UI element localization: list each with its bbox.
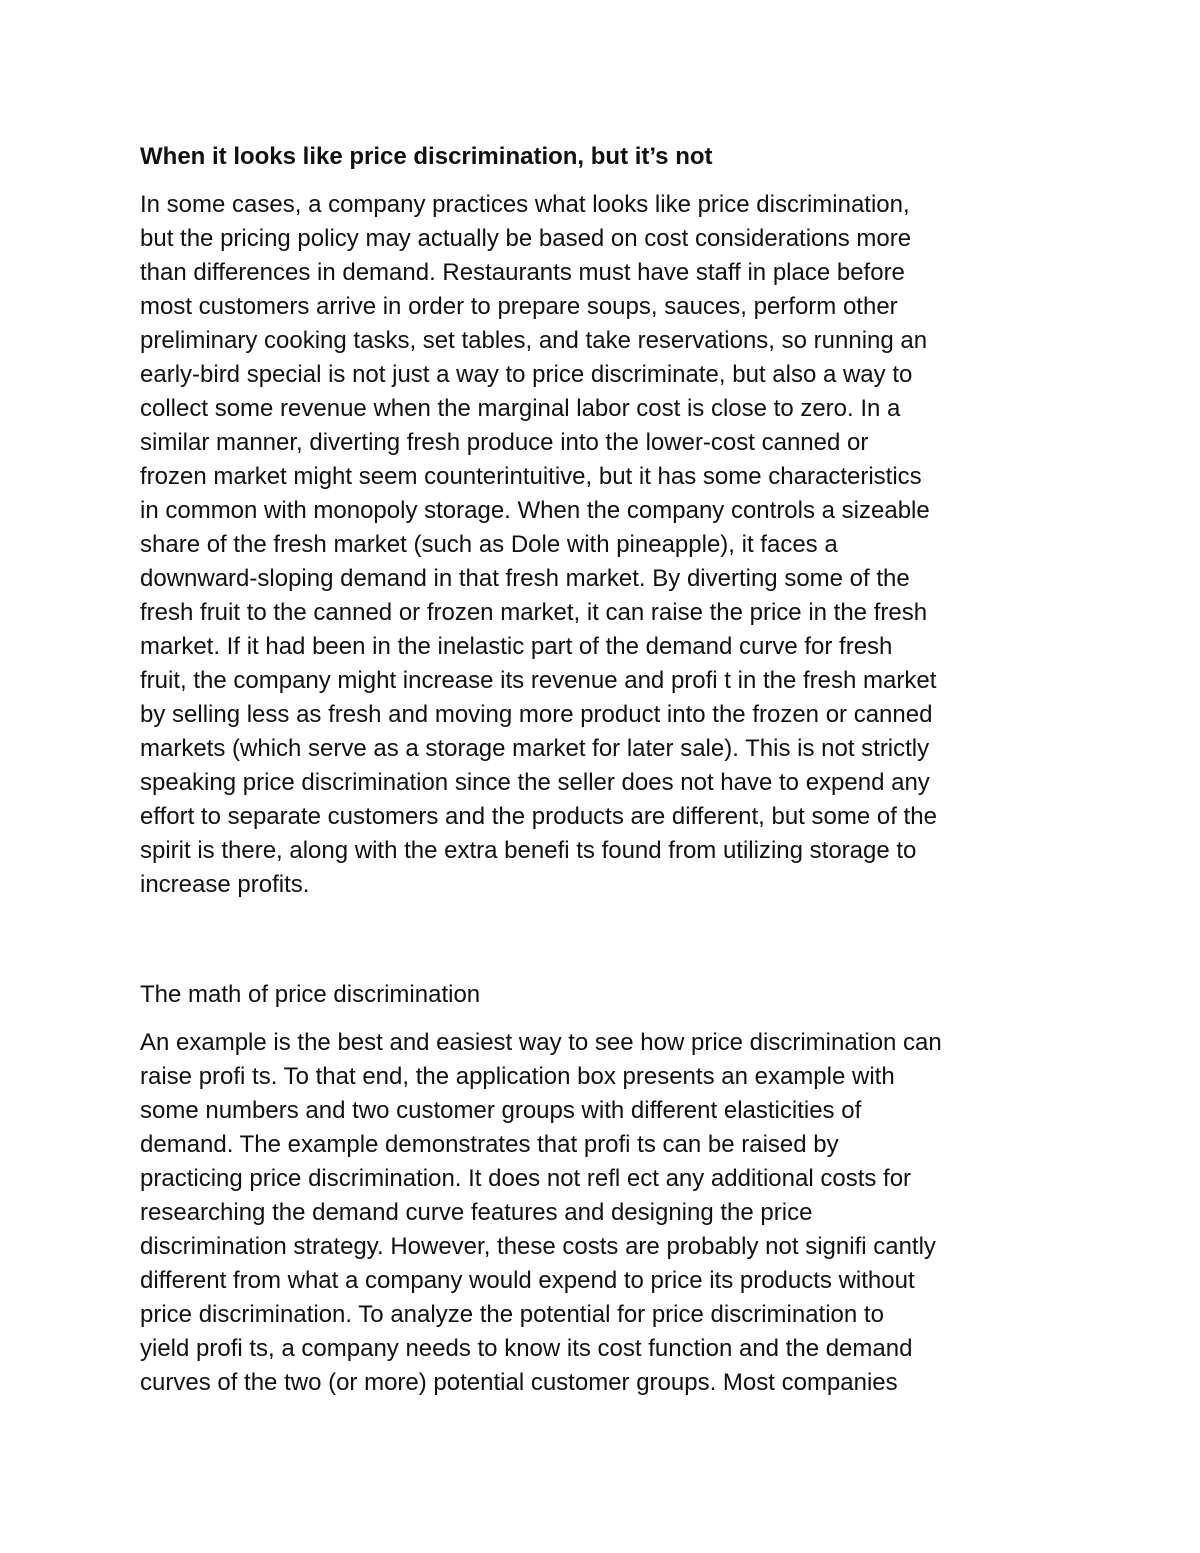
paragraph-line: early-bird special is not just a way to price discriminate, but also a way to (140, 361, 913, 388)
paragraph-line: frozen market might seem counterintuitive, but it has some characteristics (140, 463, 922, 490)
section-math-of-price-discrimination (140, 978, 1070, 1400)
paragraph-line: than differences in demand. Restaurants must have staff in place before (140, 259, 905, 286)
paragraph-line: price discrimination. To analyze the potential for price discrimination to (140, 1301, 884, 1328)
paragraph-line: practicing price discrimination. It does not refl ect any additional costs for (140, 1165, 912, 1192)
section-heading: When it looks like price discrimination, but it’s not (140, 143, 713, 170)
paragraph-line: similar manner, diverting fresh produce into the lower-cost canned or (140, 429, 869, 456)
paragraph-line: preliminary cooking tasks, set tables, and take reservations, so running an (140, 327, 928, 354)
paragraph-line: discrimination strategy. However, these costs are probably not signifi cantly (140, 1233, 936, 1260)
paragraph-line: speaking price discrimination since the seller does not have to expend any (140, 769, 930, 796)
paragraph-line: raise profi ts. To that end, the application box presents an example with (140, 1063, 895, 1090)
paragraph-line: fruit, the company might increase its revenue and profi t in the fresh market (140, 667, 937, 694)
paragraph-line: some numbers and two customer groups with different elasticities of (140, 1097, 862, 1124)
section-heading: The math of price discrimination (140, 981, 481, 1008)
paragraph-line: collect some revenue when the marginal labor cost is close to zero. In a (140, 395, 901, 422)
section-paragraph (140, 188, 1070, 902)
paragraph-line: effort to separate customers and the products are different, but some of the (140, 803, 937, 830)
paragraph-line: in common with monopoly storage. When the company controls a sizeable (140, 497, 930, 524)
paragraph-line: by selling less as fresh and moving more product into the frozen or canned (140, 701, 933, 728)
section-paragraph (140, 1026, 1070, 1400)
document-body (140, 140, 1070, 1400)
paragraph-line: different from what a company would expend to price its products without (140, 1267, 915, 1294)
paragraph-line: curves of the two (or more) potential customer groups. Most companies (140, 1369, 898, 1396)
paragraph-line: but the pricing policy may actually be based on cost considerations more (140, 225, 912, 252)
paragraph-line: downward-sloping demand in that fresh market. By diverting some of the (140, 565, 910, 592)
section-price-discrimination-lookalike (140, 140, 1070, 902)
paragraph-line: fresh fruit to the canned or frozen market, it can raise the price in the fresh (140, 599, 928, 626)
paragraph-line: demand. The example demonstrates that profi ts can be raised by (140, 1131, 839, 1158)
paragraph-line: most customers arrive in order to prepare soups, sauces, perform other (140, 293, 898, 320)
paragraph-line: market. If it had been in the inelastic part of the demand curve for fresh (140, 633, 893, 660)
paragraph-line: In some cases, a company practices what looks like price discrimination, (140, 191, 910, 218)
paragraph-line: researching the demand curve features and designing the price (140, 1199, 813, 1226)
paragraph-line: yield profi ts, a company needs to know its cost function and the demand (140, 1335, 913, 1362)
paragraph-line: markets (which serve as a storage market for later sale). This is not strictly (140, 735, 930, 762)
paragraph-line: An example is the best and easiest way to see how price discrimination can (140, 1029, 942, 1056)
paragraph-line: share of the fresh market (such as Dole with pineapple), it faces a (140, 531, 838, 558)
paragraph-line: increase profits. (140, 871, 310, 898)
paragraph-line: spirit is there, along with the extra benefi ts found from utilizing storage to (140, 837, 917, 864)
